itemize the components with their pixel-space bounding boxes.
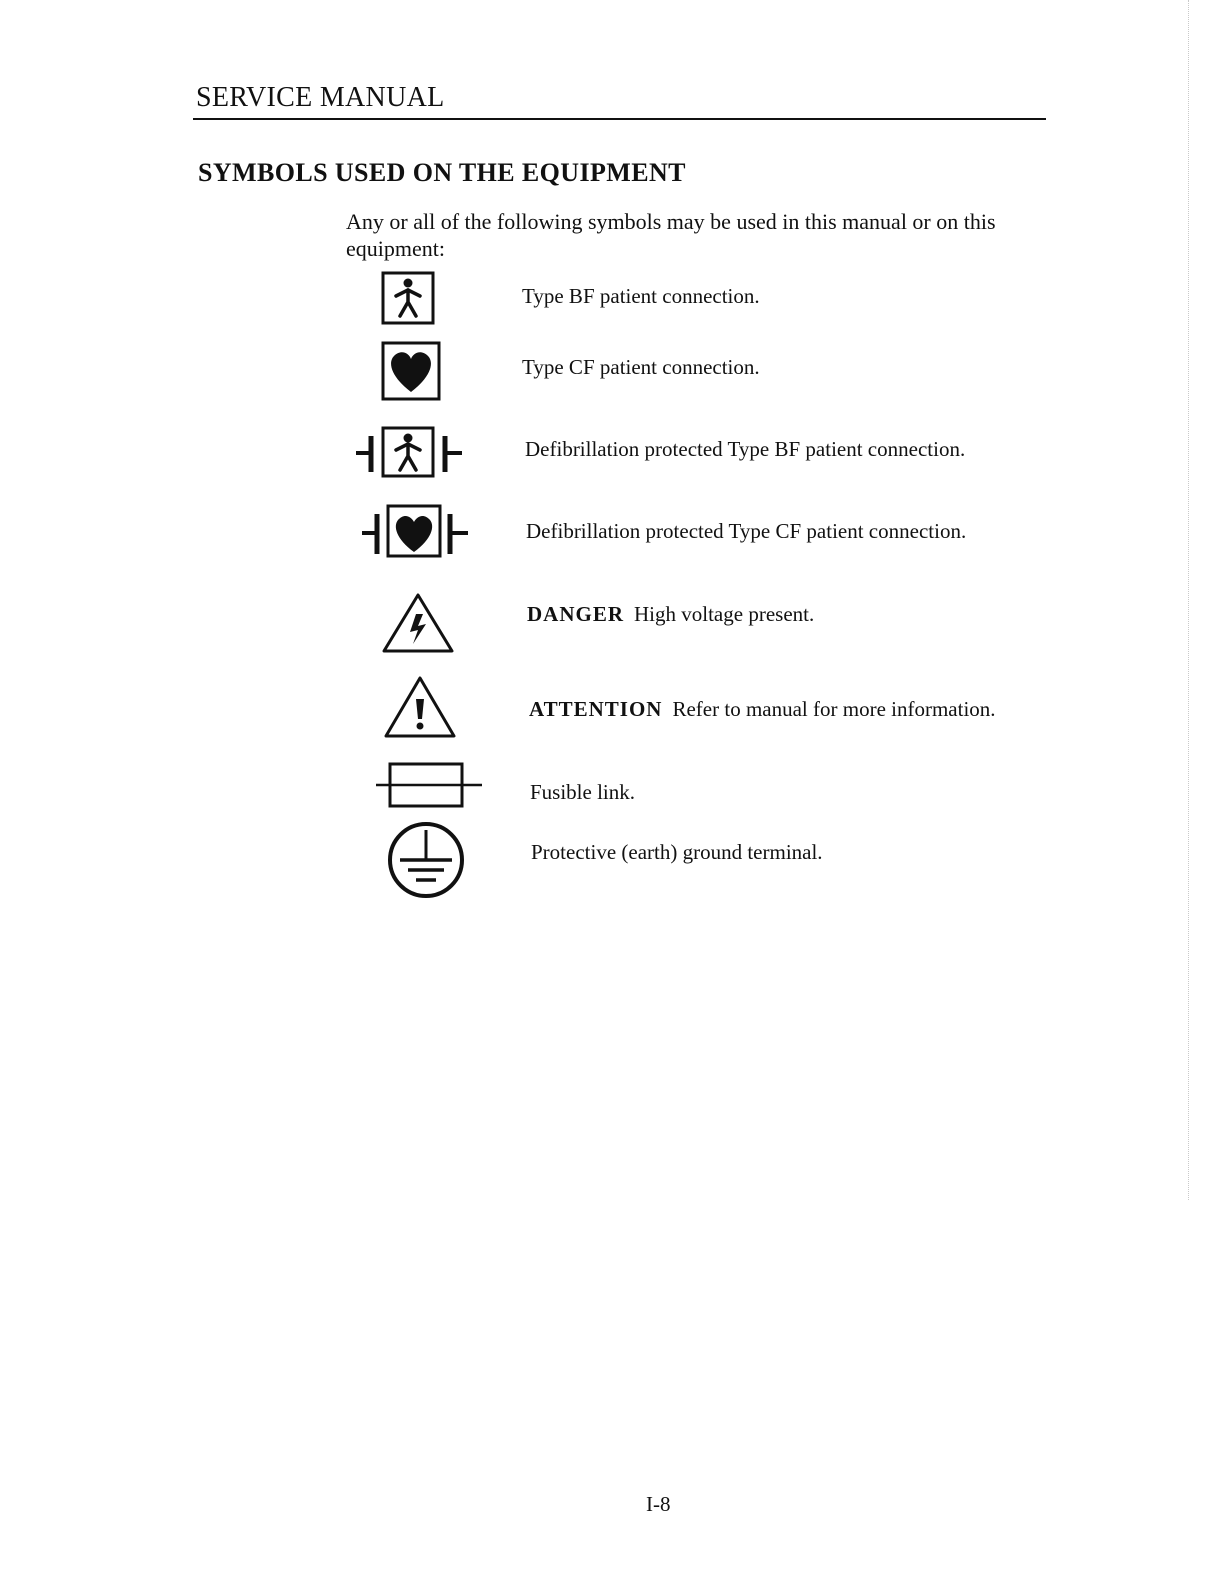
attention-icon [382,673,458,741]
symbol-description-6 [529,697,996,722]
intro-paragraph: Any or all of the following symbols may be used in this manual or on this equipment: [346,209,996,261]
symbol-description-4 [526,519,966,544]
symbol-text: Defibrillation protected Type BF patient connection. [525,437,966,461]
symbol-text: High voltage present. [634,602,815,626]
symbol-description-5 [527,602,814,627]
type-cf-icon [380,340,442,402]
symbol-text: Type CF patient connection. [522,355,760,379]
type-bf-icon [380,270,436,326]
symbol-keyword: DANGER [527,602,625,626]
symbol-description-3 [525,437,965,462]
high-voltage-icon [380,590,456,656]
symbol-text: Fusible link. [530,780,636,804]
section-title: SYMBOLS USED ON THE EQUIPMENT [198,158,686,187]
protective-earth-icon [386,820,466,900]
page-number: I-8 [646,1492,671,1516]
header-rule [193,118,1046,120]
symbol-description-8 [531,840,823,865]
symbol-keyword: ATTENTION [529,697,663,721]
symbol-text: Defibrillation protected Type CF patient connection. [526,519,967,543]
running-head: SERVICE MANUAL [196,82,445,113]
symbol-description-2 [522,355,760,380]
fuse-icon [374,760,486,810]
symbol-description-1 [522,284,760,309]
defib-type-bf-icon [352,422,466,480]
scan-edge-line [1188,0,1189,1200]
symbol-text: Type BF patient connection. [522,284,760,308]
defib-type-cf-icon [358,502,472,560]
symbol-description-7 [530,780,635,805]
symbol-text: Refer to manual for more information. [672,697,996,721]
symbol-text: Protective (earth) ground terminal. [531,840,823,864]
